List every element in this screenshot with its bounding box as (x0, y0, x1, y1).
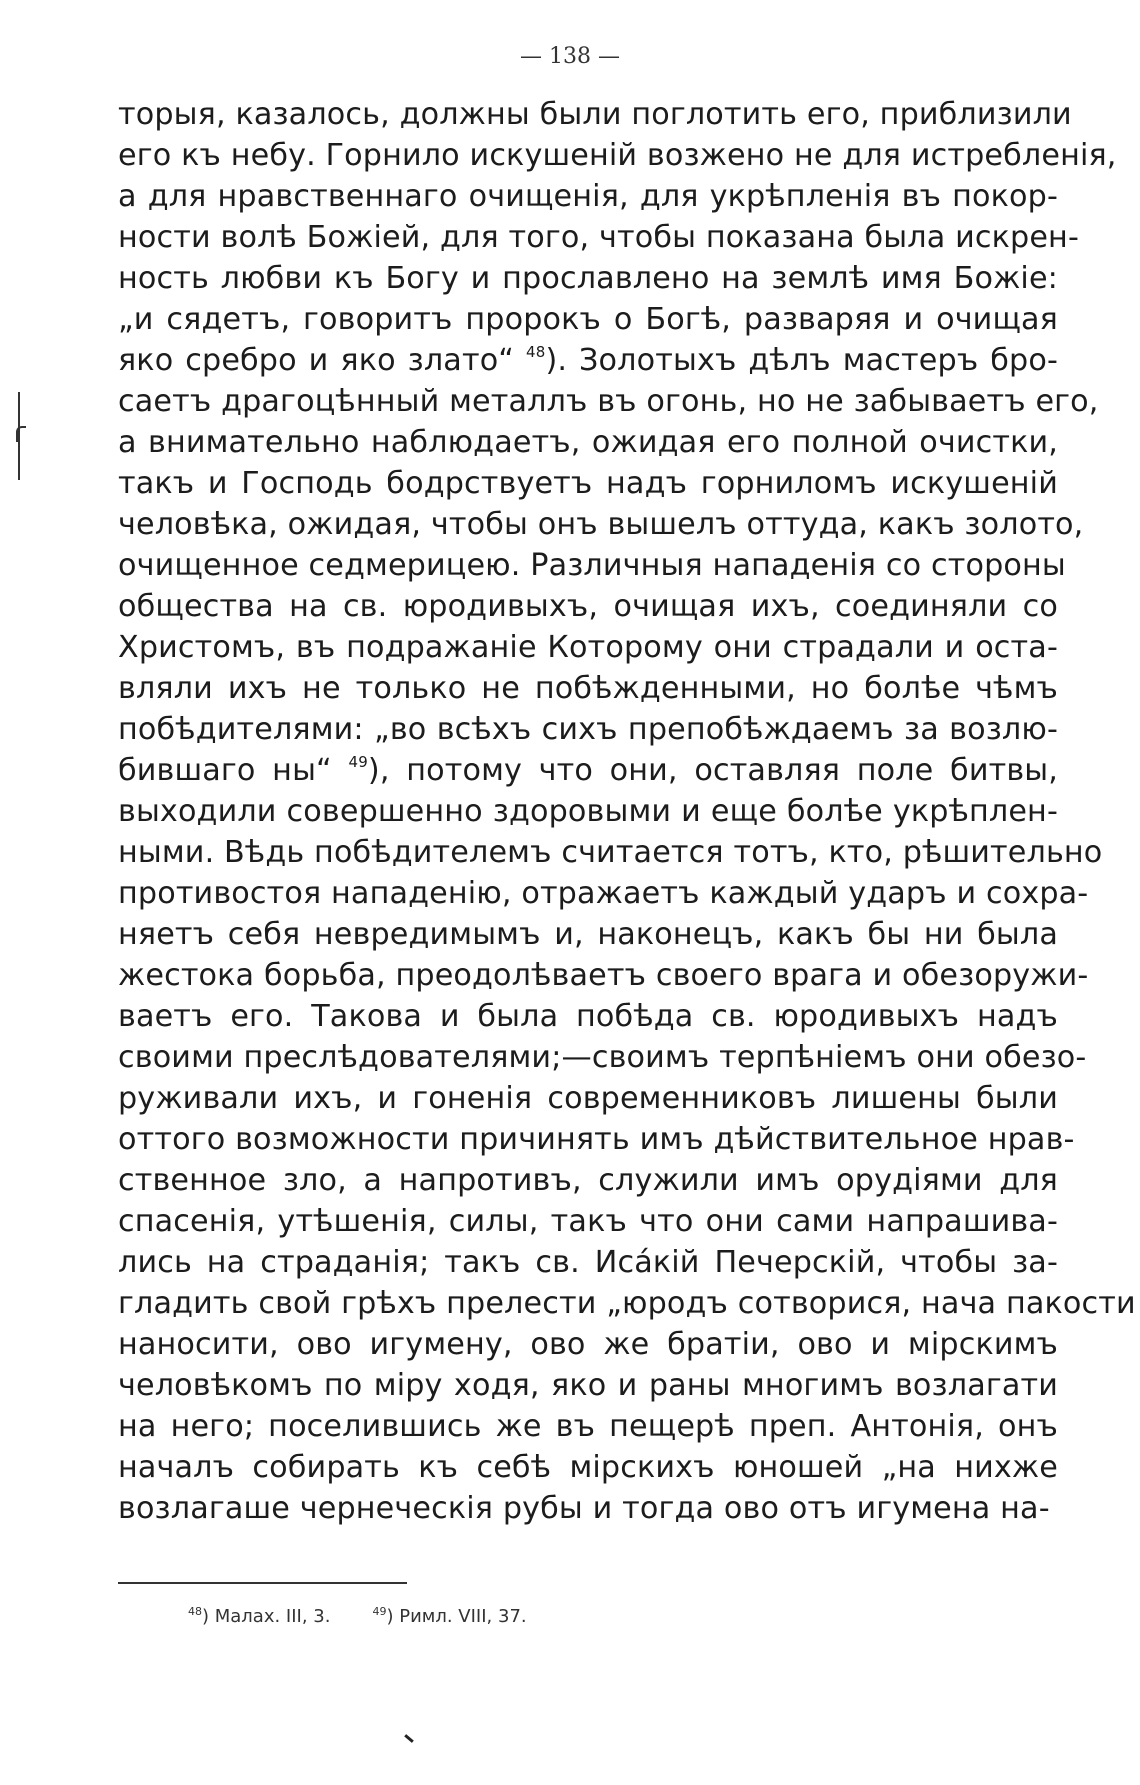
footnotes (188, 1606, 527, 1627)
text-line-content: наносити, ово игумену, ово же братіи, ово и мірскимъ (118, 1327, 1058, 1362)
text-line (118, 422, 1058, 463)
text-line (118, 1160, 1058, 1201)
text-line (118, 955, 1089, 996)
text-line-content: а внимательно наблюдаетъ, ожидая его полной очистки, (118, 425, 1058, 460)
text-line-content: ), потому что они, оставляя поле битвы, (367, 753, 1058, 788)
text-line (118, 709, 1058, 750)
text-line (118, 258, 1058, 299)
text-line-content: его къ небу. Горнило искушеній возжено не для истребленія, (118, 138, 1117, 173)
footnote-text: ) Малах. III, 3. (202, 1606, 331, 1627)
text-line (118, 1242, 1058, 1283)
text-line (118, 94, 1072, 135)
text-line-content: Христомъ, въ подражаніе Которому они страдали и оста- (118, 630, 1058, 665)
text-line (118, 1488, 1058, 1529)
text-line-content: человѣка, ожидая, чтобы онъ вышелъ оттуда, какъ золото, (118, 507, 1084, 542)
text-line-content: вляли ихъ не только не побѣжденными, но болѣе чѣмъ (118, 671, 1058, 706)
text-line (118, 668, 1058, 709)
footnote-separator (118, 1582, 407, 1584)
text-line (118, 176, 1058, 217)
footnote-ref: 49 (348, 753, 368, 771)
text-line-content: на него; поселившись же въ пещерѣ преп. Антонія, онъ (118, 1409, 1058, 1444)
text-line (118, 1406, 1058, 1447)
text-line-content: яко сребро и яко злато“ (118, 343, 527, 378)
margin-pencil-mark (18, 392, 30, 480)
footnote-ref: 48 (526, 343, 546, 361)
text-line-content: общества на св. юродивыхъ, очищая ихъ, соединяли со (118, 589, 1058, 624)
text-line-content: противостоя нападенію, отражаетъ каждый ударъ и сохра- (118, 876, 1089, 911)
text-line (118, 1201, 1058, 1242)
text-line-content: спасенія, утѣшенія, силы, такъ что они сами напрашива- (118, 1204, 1058, 1239)
text-line-content: человѣкомъ по міру ходя, яко и раны многимъ возлагати (118, 1368, 1058, 1403)
text-line (118, 1324, 1058, 1365)
text-line-content: выходили совершенно здоровыми и еще болѣе укрѣплен- (118, 794, 1058, 829)
text-line-content: ности волѣ Божіей, для того, чтобы показана была искрен- (118, 220, 1079, 255)
text-line-content: ность любви къ Богу и прославлено на землѣ имя Божіе: (118, 261, 1058, 296)
footnote (372, 1606, 526, 1627)
text-line (118, 791, 1058, 832)
text-line (118, 750, 1058, 791)
text-line (118, 1037, 1087, 1078)
footnote-text: ) Римл. VIII, 37. (386, 1606, 527, 1627)
text-line-content: такъ и Господь бодрствуетъ надъ горниломъ искушеній (118, 466, 1058, 501)
text-line (118, 381, 1099, 422)
body-text (118, 94, 1136, 1529)
text-line (118, 340, 1058, 381)
footnote-number: 49 (372, 1605, 387, 1618)
text-line (118, 463, 1058, 504)
text-line (118, 504, 1084, 545)
text-line (118, 299, 1058, 340)
text-line-content: оттого возможности причинять имъ дѣйствительное нрав- (118, 1122, 1075, 1157)
text-line (118, 1365, 1058, 1406)
footnote (188, 1606, 330, 1627)
text-line-content: гладить свой грѣхъ прелести „юродъ сотворися, нача пакости (118, 1286, 1136, 1321)
text-line-content: а для нравственнаго очищенія, для укрѣпленія въ покор- (118, 179, 1058, 214)
footnote-number: 48 (188, 1605, 202, 1618)
text-line-content: ). Золотыхъ дѣлъ мастеръ бро- (545, 343, 1058, 378)
text-line (118, 1078, 1058, 1119)
text-line-content: лись на страданія; такъ св. Исáкій Печерскій, чтобы за- (118, 1245, 1058, 1280)
text-line-content: руживали ихъ, и гоненія современниковъ лишены были (118, 1081, 1058, 1116)
text-line (118, 1447, 1058, 1488)
text-line (118, 586, 1058, 627)
text-line-content: побѣдителями: „во всѣхъ сихъ препобѣждаемъ за возлю- (118, 712, 1058, 747)
text-line (118, 627, 1058, 668)
text-line-content: няетъ себя невредимымъ и, наконецъ, какъ бы ни была (118, 917, 1058, 952)
text-line-content: ваетъ его. Такова и была побѣда св. юродивыхъ надъ (118, 999, 1058, 1034)
text-line (118, 217, 1079, 258)
text-line-content: „и сядетъ, говоритъ пророкъ о Богѣ, разваряя и очищая (118, 302, 1058, 337)
text-line-content: жестока борьба, преодолѣваетъ своего врага и обезоружи- (118, 958, 1089, 993)
text-line (118, 1283, 1136, 1324)
page-number: — 138 — (520, 44, 620, 69)
text-line-content: саетъ драгоцѣнный металлъ въ огонь, но не забываетъ его, (118, 384, 1099, 419)
text-line (118, 1119, 1075, 1160)
text-line (118, 832, 1103, 873)
text-line-content: своими преслѣдователями;—своимъ терпѣніемъ они обезо- (118, 1040, 1087, 1075)
text-line (118, 135, 1117, 176)
text-line (118, 545, 1066, 586)
text-line-content: возлагаше чернеческія рубы и тогда ово отъ игумена на- (118, 1491, 1050, 1526)
text-line-content: началъ собирать къ себѣ мірскихъ юношей „на нихже (118, 1450, 1058, 1485)
text-line-content: бившаго ны“ (118, 753, 349, 788)
text-line (118, 996, 1058, 1037)
text-line-content: ными. Вѣдь побѣдителемъ считается тотъ, кто, рѣшительно (118, 835, 1103, 870)
stray-ink-mark (404, 1734, 414, 1743)
text-line-content: ственное зло, а напротивъ, служили имъ орудіями для (118, 1163, 1058, 1198)
text-line-content: торыя, казалось, должны были поглотить его, приблизили (118, 97, 1072, 132)
text-line (118, 873, 1089, 914)
text-line (118, 914, 1058, 955)
text-line-content: очищенное седмерицею. Различныя нападенія со стороны (118, 548, 1066, 583)
